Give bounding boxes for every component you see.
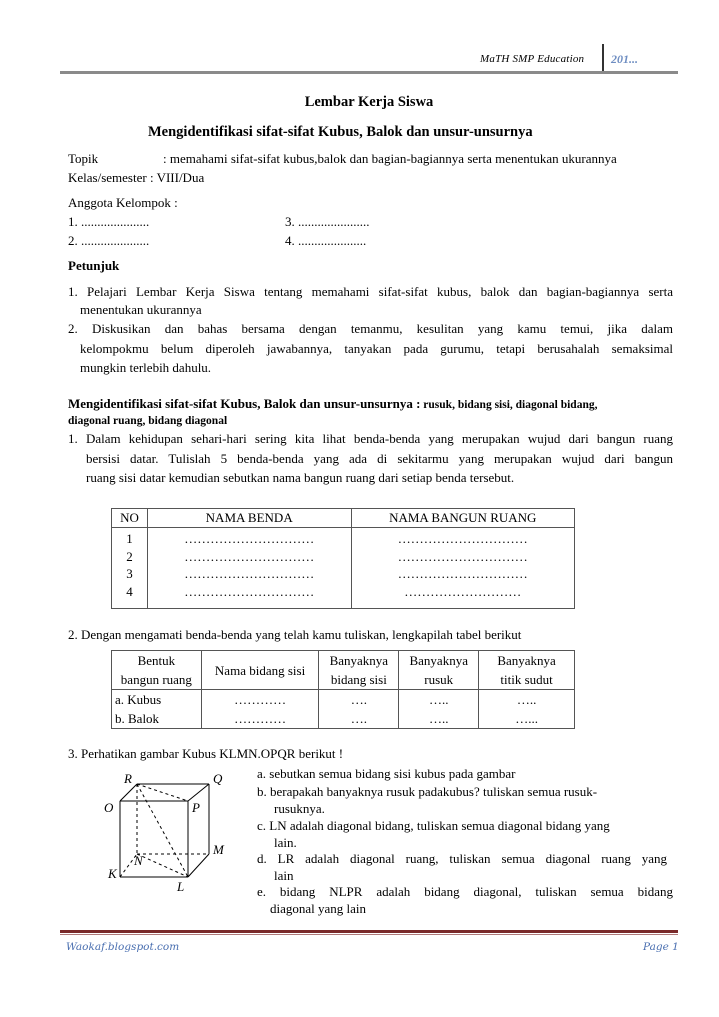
label-r: R xyxy=(124,771,132,786)
edge-lm xyxy=(188,854,209,877)
petunjuk-title: Petunjuk xyxy=(68,258,120,273)
footer-rule-thin xyxy=(60,934,678,935)
q3-d-line-2: lain xyxy=(274,868,294,883)
col-bentuk: Bentuk bangun ruang xyxy=(112,651,202,690)
anggota-member-3: 3. ...................... xyxy=(285,214,370,229)
col-banyak-bidang-sisi: Banyaknya bidang sisi xyxy=(319,651,399,690)
topik-value: : memahami sifat-sifat kubus,balok dan bagian-bagiannya serta menentukan ukurannya xyxy=(163,151,617,166)
section-title xyxy=(68,396,597,412)
petunjuk-2-line-2: kelompokmu belum diperoleh jawabannya, tanyakan pada gurumu, tetapi berusahalah semaksimal xyxy=(80,341,673,356)
table-row xyxy=(112,690,575,729)
bentuk-cell: a. Kubus b. Balok xyxy=(112,690,202,729)
label-m: M xyxy=(213,842,224,857)
benda-table-header xyxy=(112,509,575,528)
footer-site: Waokaf.blogspot.com xyxy=(66,941,180,953)
petunjuk-1-line-2: menentukan ukurannya xyxy=(80,302,202,317)
no-cell: 1 2 3 4 xyxy=(112,528,148,609)
header-divider xyxy=(602,44,604,74)
q3-b-line-1: b. berapakah banyaknya rusuk padakubus? tuliskan semua rusuk- xyxy=(257,784,598,799)
diagonal-lr xyxy=(137,784,188,877)
titik-sudut-cell[interactable]: ….. …... xyxy=(479,690,575,729)
label-n: N xyxy=(134,853,143,868)
petunjuk-1-line-1: 1. Pelajari Lembar Kerja Siswa tentang memahami sifat-sifat kubus, balok dan bagian-bagiannya serta xyxy=(68,284,673,299)
anggota-member-1: 1. ..................... xyxy=(68,214,150,229)
anggota-label: Anggota Kelompok : xyxy=(68,195,178,210)
col-banyak-rusuk: Banyaknya rusuk xyxy=(399,651,479,690)
header-year: 201... xyxy=(611,52,638,66)
q3-b-line-2: rusuknya. xyxy=(274,801,325,816)
benda-table xyxy=(111,508,575,609)
q3-c-line-2: lain. xyxy=(274,835,297,850)
topik-label: Topik xyxy=(68,151,99,166)
label-p: P xyxy=(192,800,200,815)
cube-figure xyxy=(100,770,250,895)
page-title: Lembar Kerja Siswa xyxy=(304,94,434,110)
sifat-table xyxy=(111,650,575,729)
q3-e-line-1: e. bidang NLPR adalah bidang diagonal, tuliskan semua bidang xyxy=(257,884,673,899)
q3-e-line-2: diagonal yang lain xyxy=(270,901,367,916)
kelas-semester: Kelas/semester : VIII/Dua xyxy=(68,170,205,185)
label-k: K xyxy=(108,866,117,881)
petunjuk-2-line-3: mungkin terlebih dahulu. xyxy=(80,360,212,375)
q3-a: a. sebutkan semua bidang sisi kubus pada gambar xyxy=(257,766,516,781)
label-l: L xyxy=(177,879,185,894)
nama-bidang-cell[interactable]: ………… ………… xyxy=(201,690,319,729)
header-text: MaTH SMP Education xyxy=(480,53,585,65)
q1-line-2: bersisi datar. Tulislah 5 benda-benda yang ada di sekitarmu yang merupakan wujud dari bangun xyxy=(86,451,673,466)
anggota-member-2: 2. ..................... xyxy=(68,233,150,248)
anggota-member-4: 4. ..................... xyxy=(285,233,367,248)
col-banyak-titik-sudut: Banyaknya titik sudut xyxy=(479,651,575,690)
label-o: O xyxy=(104,800,114,815)
q1-line-3: ruang sisi datar kemudian sebutkan nama bangun ruang dari setiap benda tersebut. xyxy=(86,470,515,485)
footer-page: Page 1 xyxy=(643,941,679,953)
q3-d-line-1: d. LR adalah diagonal ruang, tuliskan semua diagonal ruang yang xyxy=(257,851,667,866)
q3-c-line-1: c. LN adalah diagonal bidang, tuliskan semua diagonal bidang yang xyxy=(257,818,610,833)
rusuk-cell[interactable]: ….. ….. xyxy=(399,690,479,729)
diagonal-ln xyxy=(137,854,188,877)
sifat-table-header xyxy=(112,651,575,690)
bidang-sisi-cell[interactable]: …. …. xyxy=(319,690,399,729)
edge-or xyxy=(120,784,137,801)
label-q: Q xyxy=(213,771,223,786)
page-subtitle: Mengidentifikasi sifat-sifat Kubus, Balok dan unsur-unsurnya xyxy=(148,124,533,140)
section-title-line-2: diagonal ruang, bidang diagonal xyxy=(68,415,228,427)
section-title-elements: rusuk, bidang sisi, diagonal bidang, xyxy=(420,399,598,411)
q3-title: 3. Perhatikan gambar Kubus KLMN.OPQR berikut ! xyxy=(68,746,344,761)
table-row xyxy=(112,528,575,609)
footer-rule xyxy=(60,930,678,933)
q1-line-1: 1. Dalam kehidupan sehari-hari sering kita lihat benda-benda yang merupakan wujud dari bangun ruang xyxy=(68,431,673,446)
edge-pq xyxy=(188,784,209,801)
col-nama-benda: NAMA BENDA xyxy=(147,509,351,528)
col-no: NO xyxy=(112,509,148,528)
section-title-main: Mengidentifikasi sifat-sifat Kubus, Balok dan unsur-unsurnya : xyxy=(68,396,421,411)
nama-bangun-cell[interactable]: ………………………… ………………………… ………………………… ……………………… xyxy=(351,528,575,609)
header-rule xyxy=(60,71,678,74)
nama-benda-cell[interactable]: ………………………… ………………………… ………………………… ………………………… xyxy=(147,528,351,609)
col-nama-bangun-ruang: NAMA BANGUN RUANG xyxy=(351,509,575,528)
diagonal-pr xyxy=(137,784,188,801)
col-nama-bidang-sisi: Nama bidang sisi xyxy=(201,651,319,690)
petunjuk-2-line-1: 2. Diskusikan dan bahas bersama dengan temanmu, kesulitan yang kamu temui, jika dalam xyxy=(68,321,673,336)
q2-text: 2. Dengan mengamati benda-benda yang telah kamu tuliskan, lengkapilah tabel berikut xyxy=(68,627,522,642)
